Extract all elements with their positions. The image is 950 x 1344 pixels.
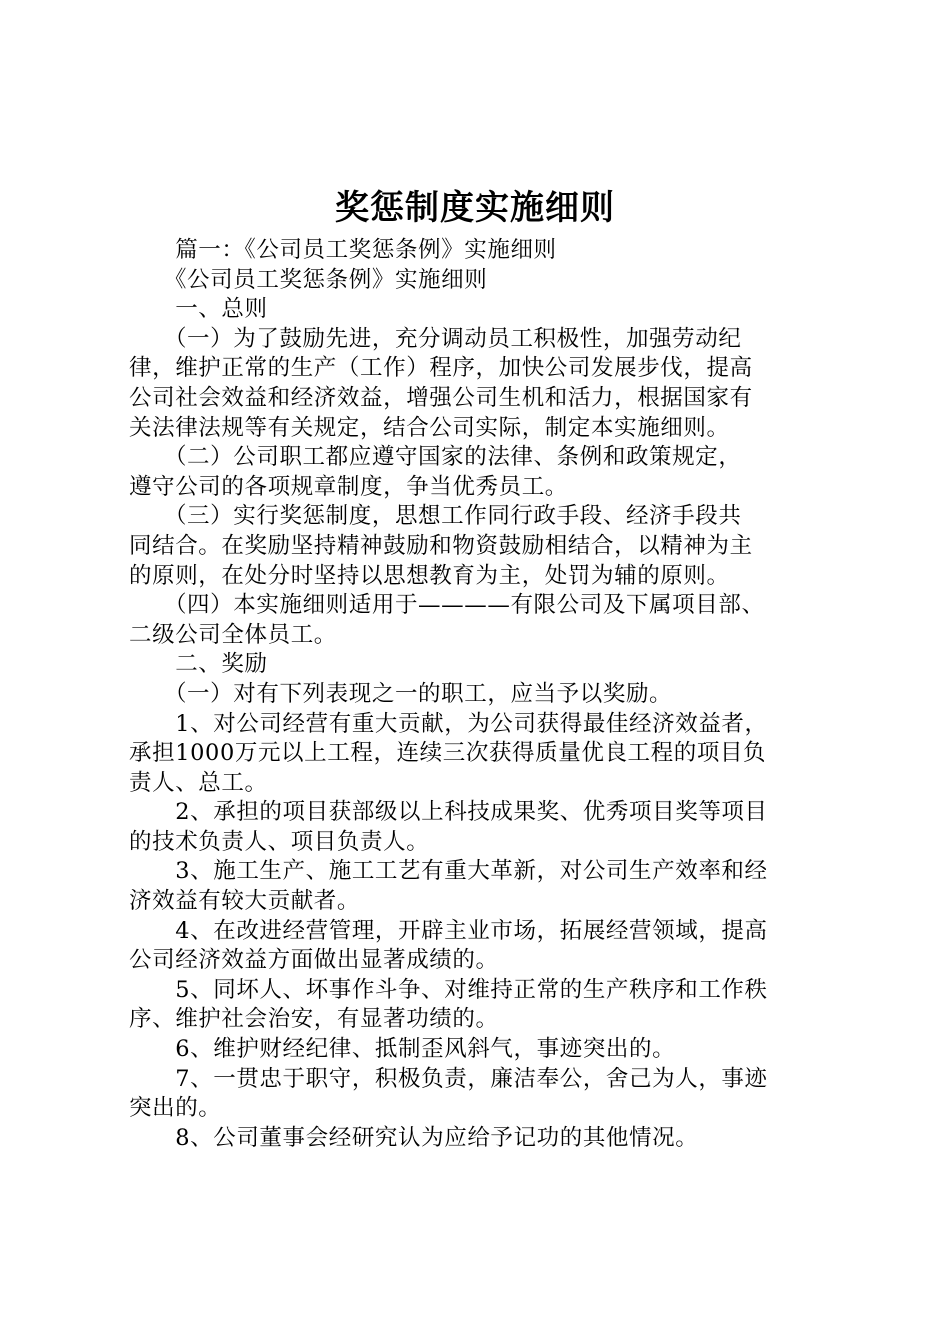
document-title: 奖惩制度实施细则 [335, 188, 615, 228]
text-line: 3、施工生产、施工工艺有重大革新，对公司生产效率和经 [129, 858, 768, 885]
text-line: （二）公司职工都应遵守国家的法律、条例和政策规定， [129, 444, 742, 471]
text-line: 序、维护社会治安，有显著功绩的。 [129, 1006, 499, 1033]
text-line: 4、在改进经营管理，开辟主业市场，拓展经营领域，提高 [129, 917, 768, 944]
text-line: 公司社会效益和经济效益，增强公司生机和活力，根据国家有 [129, 384, 753, 411]
text-line: 承担1000万元以上工程，连续三次获得质量优良工程的项目负 [129, 740, 767, 767]
text-line: （四）本实施细则适用于————有限公司及下属项目部、 [129, 592, 765, 619]
text-line: 遵守公司的各项规章制度，争当优秀员工。 [129, 473, 568, 500]
text-line: 7、一贯忠于职守，积极负责，廉洁奉公，舍己为人，事迹 [129, 1065, 768, 1092]
text-line: 8、公司董事会经研究认为应给予记功的其他情况。 [129, 1124, 699, 1151]
text-line: 同结合。在奖励坚持精神鼓励和物资鼓励相结合，以精神为主 [129, 532, 753, 559]
text-line: （一）对有下列表现之一的职工，应当予以奖励。 [129, 680, 673, 707]
text-line: 1、对公司经营有重大贡献，为公司获得最佳经济效益者， [129, 710, 768, 737]
text-line: 公司经济效益方面做出显著成绩的。 [129, 947, 499, 974]
text-line: 突出的。 [129, 1095, 222, 1122]
text-line: 律，维护正常的生产（工作）程序，加快公司发展步伐，提高 [129, 355, 753, 382]
text-line: （三）实行奖惩制度，思想工作同行政手段、经济手段共 [129, 503, 742, 530]
text-line: 5、同坏人、坏事作斗争、对维持正常的生产秩序和工作秩 [129, 976, 768, 1003]
text-line: （一）为了鼓励先进，充分调动员工积极性，加强劳动纪 [129, 325, 742, 352]
section-heading: 二、奖励 [129, 651, 268, 678]
heading-line: 《公司员工奖惩条例》实施细则 [129, 266, 488, 293]
document-body [129, 236, 834, 1153]
subtitle-line: 篇一：《公司员工奖惩条例》实施细则 [129, 237, 557, 263]
text-line: 二级公司全体员工。 [129, 621, 337, 648]
text-line: 责人、总工。 [129, 769, 268, 796]
text-line: 6、维护财经纪律、抵制歪风斜气，事迹突出的。 [129, 1036, 676, 1063]
text-line: 2、承担的项目获部级以上科技成果奖、优秀项目奖等项目 [129, 799, 768, 826]
text-line: 的技术负责人、项目负责人。 [129, 828, 430, 855]
text-line: 的原则，在处分时坚持以思想教育为主，处罚为辅的原则。 [129, 562, 730, 589]
text-line: 关法律法规等有关规定，结合公司实际，制定本实施细则。 [129, 414, 730, 441]
text-line: 济效益有较大贡献者。 [129, 888, 361, 915]
section-heading: 一、总则 [129, 296, 268, 323]
